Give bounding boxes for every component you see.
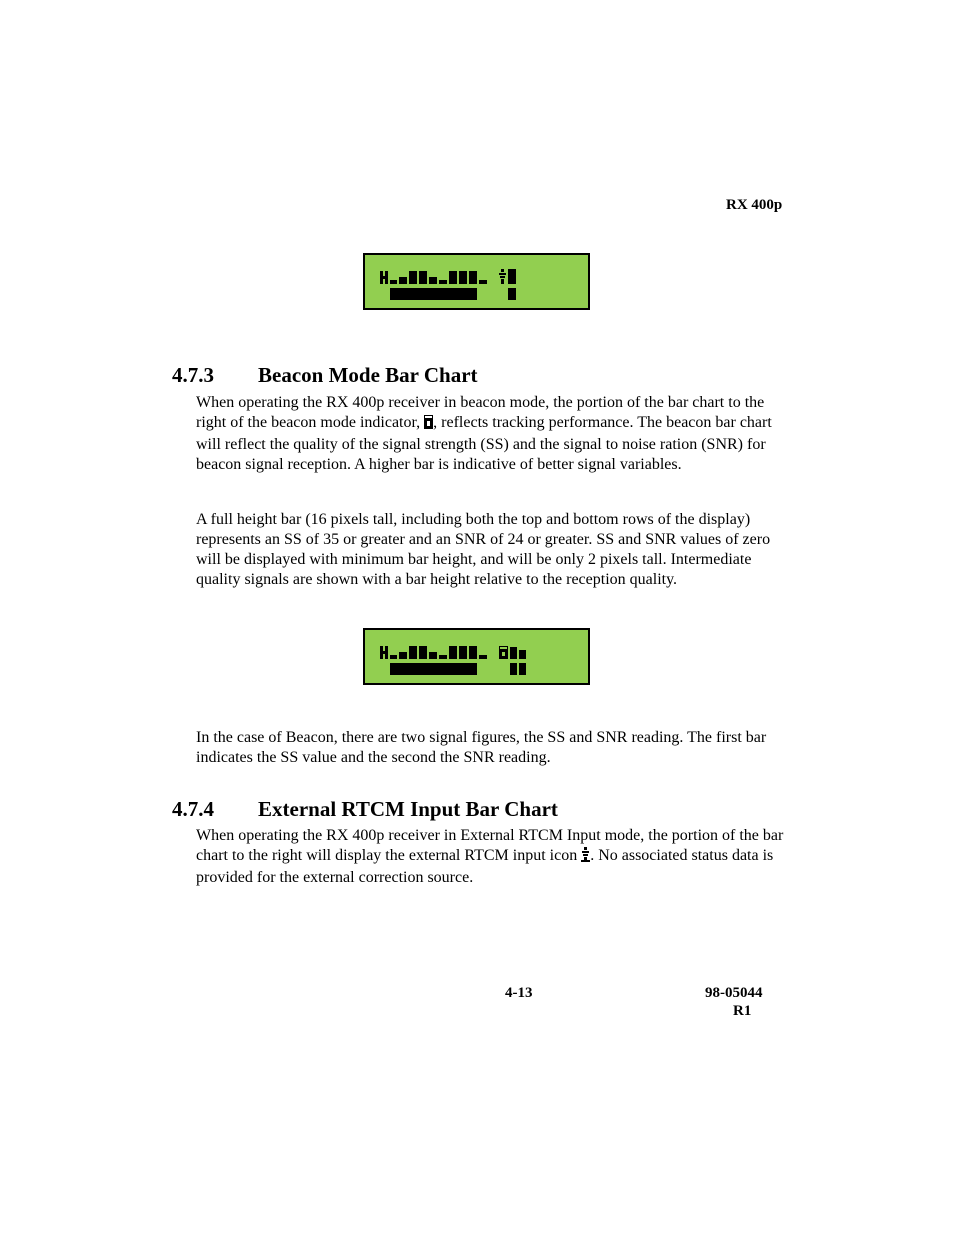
- external-rtcm-icon: [581, 847, 590, 868]
- document-header-title: RX 400p: [726, 197, 783, 213]
- paragraph-text: When operating the RX 400p receiver in External RTCM Input mode, the portion of the bar chart to the right will display the external RTCM input icon: [196, 827, 784, 864]
- footer-doc-number: 98-05044: [705, 985, 763, 1001]
- section-title: External RTCM Input Bar Chart: [258, 797, 558, 821]
- beacon-mode-icon: [424, 415, 433, 435]
- lcd-pixel-art: [365, 255, 588, 308]
- section-heading-4-7-3: [172, 363, 478, 387]
- section-number: 4.7.3: [172, 363, 214, 387]
- lcd-display-beacon: [363, 628, 590, 685]
- footer-revision: R1: [733, 1003, 752, 1019]
- paragraph-text: . No associated status data is provided for the external correction source.: [196, 847, 774, 886]
- footer-page-number: 4-13: [505, 985, 533, 1001]
- section-number: 4.7.4: [172, 797, 214, 821]
- paragraph-text: When operating the RX 400p receiver in beacon mode, the portion of the bar chart to the right of the beacon mode indicator,: [196, 394, 765, 431]
- paragraph-text: , reflects tracking performance. The beacon bar chart will reflect the quality of the signal strength (SS) and the signal to noise ration (SNR) for beacon signal reception. A higher bar is indicative of better signal variables.: [196, 414, 772, 473]
- paragraph-bar-height: A full height bar (16 pixels tall, including both the top and bottom rows of the display) represents an SS of 35 or greater and an SNR of 24 or greater. SS and SNR values of zero will be displayed with minimum bar height, and will be only 2 pixels tall. Intermediate quality signals are shown with a bar height relative to the reception quality.: [196, 511, 771, 588]
- section-title: Beacon Mode Bar Chart: [258, 363, 478, 387]
- section-heading-4-7-4: [172, 797, 558, 821]
- lcd-display-external-rtcm: [363, 253, 590, 310]
- paragraph-external-rtcm: [196, 826, 788, 888]
- paragraph-beacon-signals: In the case of Beacon, there are two signal figures, the SS and SNR reading. The first bar indicates the SS value and the second the SNR reading.: [196, 729, 767, 766]
- lcd-pixel-art: [365, 630, 588, 683]
- paragraph-beacon-intro: [196, 393, 788, 475]
